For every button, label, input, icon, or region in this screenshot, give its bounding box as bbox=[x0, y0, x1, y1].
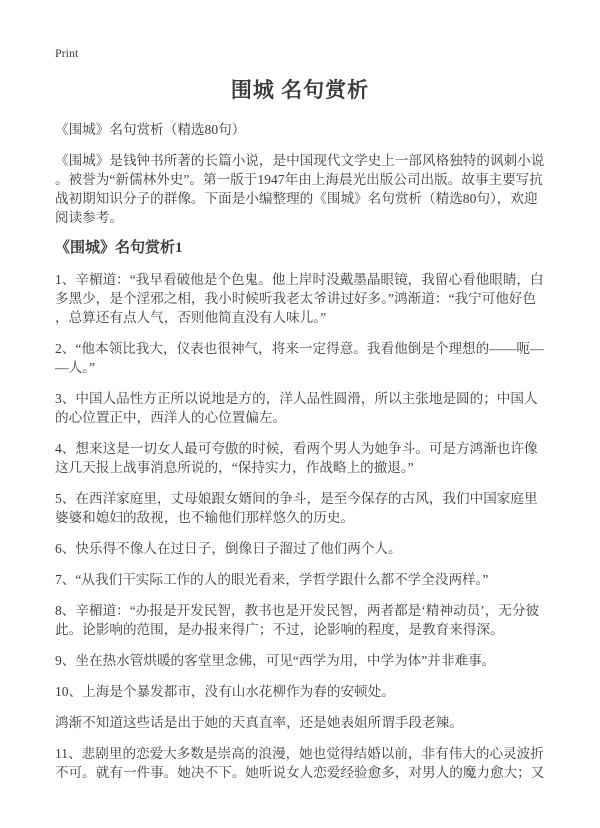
quote-note-paragraph: 鸿渐不知道这些话是出于她的天真直率，还是她表姐所谓手段老辣。 bbox=[55, 715, 463, 730]
quote-paragraph: 1、辛楣道：“我早看破他是个色鬼。他上岸时没戴墨晶眼镜，我留心看他眼睛，白多黑少，是个淫邪之相，我小时候听我老太爷讲过好多。”鸿渐道：“我宁可他好色，总算还有点人气，否则他简直没有人味儿。” bbox=[55, 272, 544, 325]
quote-paragraph: 9、坐在热水管烘暖的客堂里念佛，可见“西学为用，中学为体”并非难事。 bbox=[55, 653, 496, 668]
quote-paragraph: 4、想来这是一切女人最可夸傲的时候，看两个男人为她争斗。可是方鸿渐也许像这几天报上战事消息所说的，“保持实力，作战略上的撤退。” bbox=[55, 441, 538, 475]
quote-paragraph: 3、中国人品性方正所以说地是方的，洋人品性圆滑，所以主张地是圆的；中国人的心位置正中，西洋人的心位置偏左。 bbox=[55, 391, 538, 425]
quote-paragraph: 5、在西洋家庭里，丈母娘跟女婿间的争斗，是至今保存的古风，我们中国家庭里婆婆和媳妇的敌视，也不输他们那样悠久的历史。 bbox=[55, 491, 538, 525]
article-subtitle: 《围城》名句赏析（精选80句） bbox=[55, 122, 246, 137]
quote-paragraph: 10、上海是个暴发都市，没有山水花柳作为春的安顿处。 bbox=[55, 684, 395, 699]
page-title: 围城 名句赏析 bbox=[230, 78, 370, 102]
quote-paragraph: 7、“从我们干实际工作的人的眼光看来，学哲学跟什么都不学全没两样。” bbox=[55, 572, 489, 587]
quote-paragraph: 8、辛楣道：“办报是开发民智，教书也是开发民智，两者都是‘精神动员’，无分彼此。论影响的范围，是办报来得广；不过，论影响的程度，是教育来得深。 bbox=[55, 603, 540, 637]
section-heading: 《围城》名句赏析1 bbox=[55, 240, 183, 256]
intro-paragraph: 《围城》是钱钟书所著的长篇小说，是中国现代文学史上一部风格独特的讽刺小说。被誉为“新儒林外史”。第一版于1947年由上海晨光出版公司出版。故事主要写抗战初期知识分子的群像。下面是小编整理的《围城》名句赏析（精选80句），欢迎阅读参考。 bbox=[55, 153, 545, 225]
print-button[interactable]: Print bbox=[55, 46, 79, 60]
quote-paragraph: 2、“他本领比我大，仪表也很神气，将来一定得意。我看他倒是个理想的——呃——人。” bbox=[55, 341, 544, 375]
quote-paragraph: 6、快乐得不像人在过日子，倒像日子溜过了他们两个人。 bbox=[55, 541, 402, 556]
quote-paragraph: 11、悲剧里的恋爱大多数是崇高的浪漫，她也觉得结婚以前，非有伟大的心灵波折不可。就有一件事。她决不下。她听说女人恋爱经验愈多，对男人的魔力愈大；又 bbox=[55, 746, 545, 780]
